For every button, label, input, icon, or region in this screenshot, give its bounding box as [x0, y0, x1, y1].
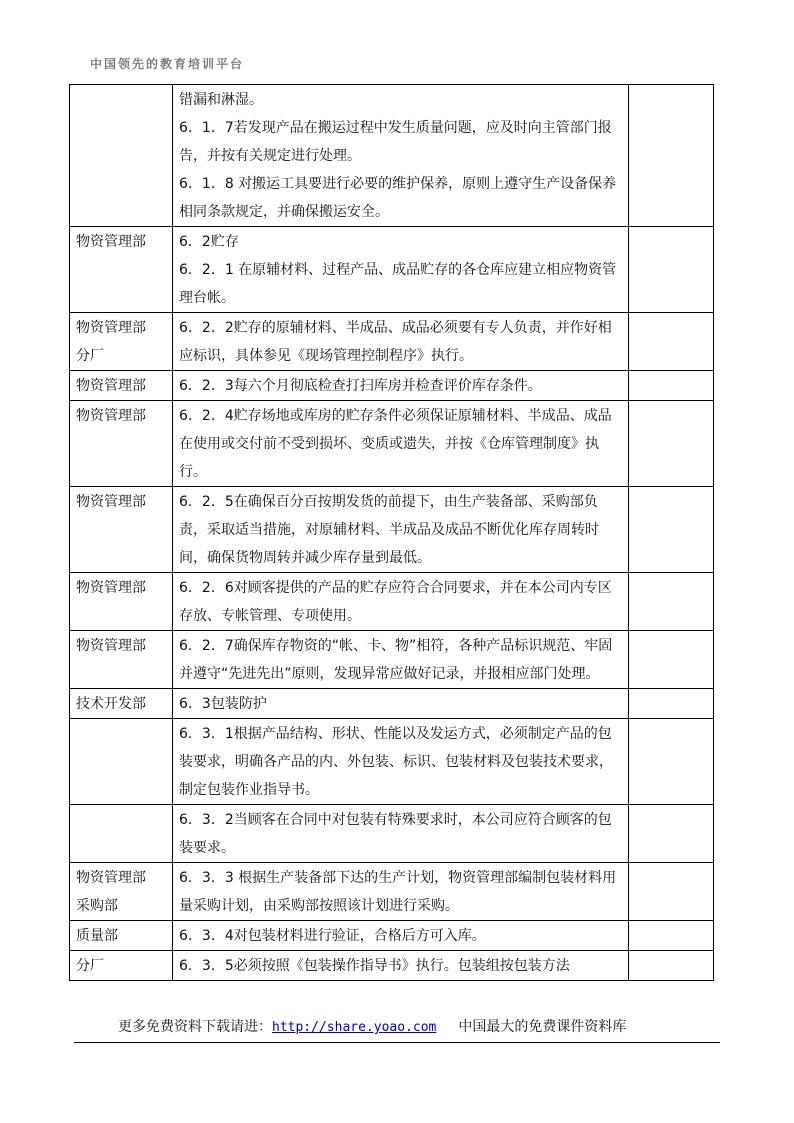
header-slogan: 中国领先的教育培训平台 [90, 57, 245, 71]
table-row [70, 573, 714, 631]
dept-cell [70, 921, 173, 951]
remarks-cell [629, 689, 714, 719]
remarks-cell [629, 371, 714, 401]
table-row [70, 689, 714, 719]
table-row [70, 313, 714, 371]
content-paragraph: 6．3．4对包装材料进行验证，合格后方可入库。 [179, 928, 486, 944]
content-paragraph: 6．2．6对顾客提供的产品的贮存应符合合同要求，并在本公司内专区存放、专帐管理、专项使用。 [179, 580, 612, 624]
content-cell [173, 863, 629, 921]
remarks-cell [629, 227, 714, 313]
content-paragraph: 6．2贮存 [179, 234, 239, 250]
content-paragraph: 6．3．3 根据生产装备部下达的生产计划，物资管理部编制包装材料用量采购计划，由采购部按照该计划进行采购。 [179, 870, 617, 914]
dept-cell [70, 487, 173, 573]
dept-label: 物资管理部 [76, 408, 146, 424]
content-paragraph: 6．1．7若发现产品在搬运过程中发生质量问题，应及时向主管部门报告，并按有关规定进行处理。 [179, 120, 612, 164]
dept-cell [70, 951, 173, 981]
remarks-cell [629, 573, 714, 631]
dept-label: 物资管理部 [76, 638, 146, 654]
table-row [70, 719, 714, 805]
content-cell [173, 227, 629, 313]
table-row [70, 85, 714, 227]
content-cell [173, 313, 629, 371]
dept-label: 物资管理部 [76, 494, 146, 510]
content-paragraph: 6．3包装防护 [179, 696, 267, 712]
content-cell [173, 371, 629, 401]
dept-cell [70, 719, 173, 805]
table-row [70, 951, 714, 981]
dept-label: 物资管理部 [76, 378, 146, 394]
dept-label: 物资管理部 [76, 234, 146, 250]
dept-cell [70, 805, 173, 863]
dept-cell [70, 689, 173, 719]
content-paragraph: 错漏和淋湿。 [179, 92, 263, 108]
content-paragraph: 6．2．7确保库存物资的“帐、卡、物”相符，各种产品标识规范、牢固并遵守“先进先出”原则，发现异常应做好记录，并报相应部门处理。 [179, 638, 613, 682]
dept-label: 质量部 [76, 928, 118, 944]
content-cell [173, 719, 629, 805]
remarks-cell [629, 921, 714, 951]
content-cell [173, 951, 629, 981]
dept-cell [70, 401, 173, 487]
content-paragraph: 6．1．8 对搬运工具要进行必要的维护保养，原则上遵守生产设备保养相同条款规定，并确保搬运安全。 [179, 176, 617, 220]
table-row [70, 227, 714, 313]
content-cell [173, 689, 629, 719]
remarks-cell [629, 951, 714, 981]
content-paragraph: 6．3．5必须按照《包装操作指导书》执行。包装组按包装方法 [179, 958, 570, 974]
content-paragraph: 6．2．5在确保百分百按期发货的前提下，由生产装备部、采购部负责，采取适当措施，对原辅材料、半成品及成品不断优化库存周转时间，确保货物周转并减少库存量到最低。 [179, 494, 599, 566]
table-row [70, 371, 714, 401]
dept-cell [70, 371, 173, 401]
dept-label: 物资管理部 [76, 870, 146, 886]
table-row [70, 487, 714, 573]
content-cell [173, 401, 629, 487]
dept-label: 技术开发部 [76, 696, 146, 712]
table-row [70, 863, 714, 921]
remarks-cell [629, 401, 714, 487]
remarks-cell [629, 487, 714, 573]
content-cell [173, 487, 629, 573]
table-row [70, 631, 714, 689]
table-row [70, 401, 714, 487]
table-row [70, 921, 714, 951]
content-paragraph: 6．2．4贮存场地或库房的贮存条件必须保证原辅材料、半成品、成品在使用或交付前不受到损坏、变质或遗失，并按《仓库管理制度》执行。 [179, 408, 612, 480]
remarks-cell [629, 863, 714, 921]
footer-prefix: 更多免费资料下载请进： [118, 1019, 272, 1035]
dept-label: 分厂 [76, 348, 104, 364]
content-cell [173, 921, 629, 951]
content-cell [173, 805, 629, 863]
dept-label: 分厂 [76, 958, 104, 974]
dept-cell [70, 573, 173, 631]
procedure-table [69, 84, 714, 981]
content-cell [173, 573, 629, 631]
remarks-cell [629, 719, 714, 805]
remarks-cell [629, 85, 714, 227]
footer-link[interactable]: http://share.yoao.com [272, 1020, 437, 1035]
footer-suffix: 中国最大的免费课件资料库 [458, 1019, 627, 1035]
table-row [70, 805, 714, 863]
dept-label: 物资管理部 [76, 580, 146, 596]
remarks-cell [629, 631, 714, 689]
content-cell [173, 85, 629, 227]
content-paragraph: 6．2．2贮存的原辅材料、半成品、成品必须要有专人负责，并作好相应标识，具体参见《现场管理控制程序》执行。 [179, 320, 612, 364]
dept-label: 物资管理部 [76, 320, 146, 336]
dept-cell [70, 313, 173, 371]
footer [118, 1016, 626, 1036]
content-paragraph: 6．3．2当顾客在合同中对包装有特殊要求时，本公司应符合顾客的包装要求。 [179, 812, 612, 856]
content-paragraph: 6．3．1根据产品结构、形状、性能以及发运方式，必须制定产品的包装要求，明确各产品的内、外包装、标识、包装材料及包装技术要求，制定包装作业指导书。 [179, 726, 613, 798]
content-cell [173, 631, 629, 689]
remarks-cell [629, 805, 714, 863]
content-paragraph: 6．2．1 在原辅材料、过程产品、成品贮存的各仓库应建立相应物资管理台帐。 [179, 262, 617, 306]
footer-divider [74, 1042, 720, 1043]
dept-cell [70, 227, 173, 313]
content-paragraph: 6．2．3每六个月彻底检查打扫库房并检查评价库存条件。 [179, 378, 542, 394]
remarks-cell [629, 313, 714, 371]
dept-cell [70, 85, 173, 227]
dept-label: 采购部 [76, 898, 118, 914]
dept-cell [70, 863, 173, 921]
dept-cell [70, 631, 173, 689]
